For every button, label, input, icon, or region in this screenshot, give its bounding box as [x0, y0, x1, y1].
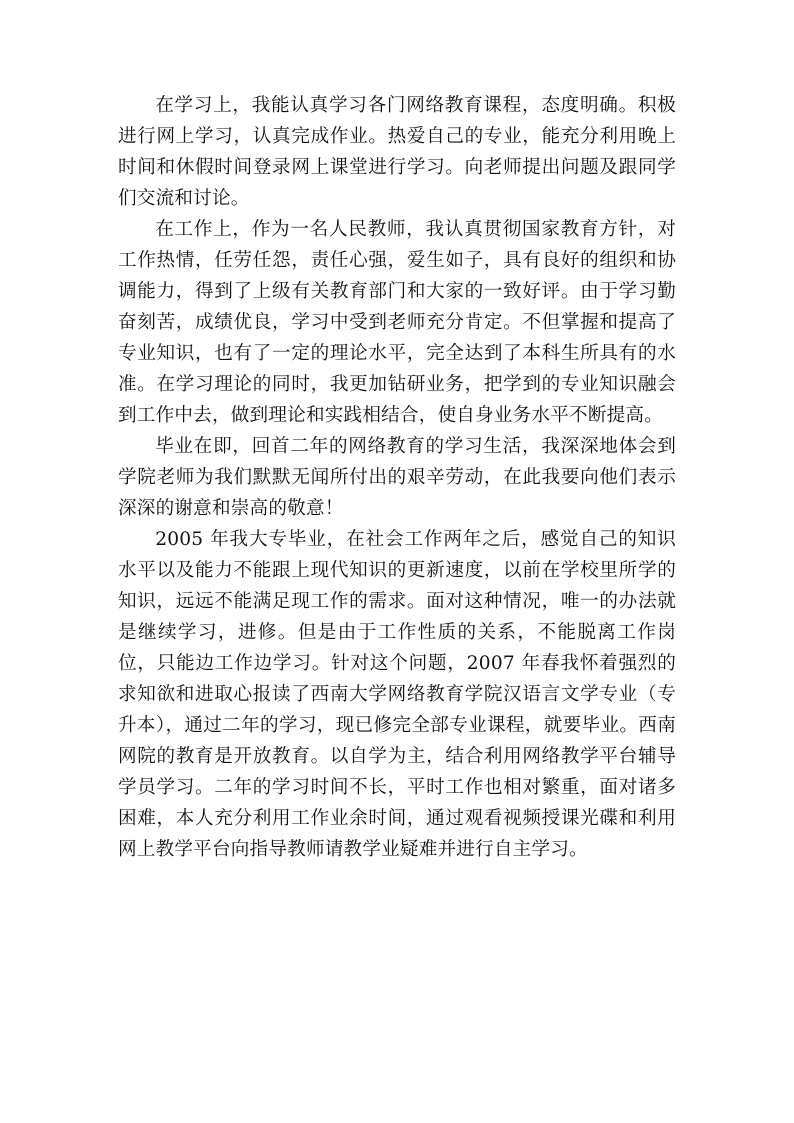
paragraph-gratitude: 毕业在即，回首二年的网络教育的学习生活，我深深地体会到学院老师为我们默默无闻所付出的艰辛劳动，在此我要向他们表示深深的谢意和崇高的敬意！ — [118, 436, 676, 519]
document-body — [118, 90, 676, 865]
paragraph-work: 在工作上，作为一名人民教师，我认真贯彻国家教育方针，对工作热情，任劳任怨，责任心强，爱生如子，具有良好的组织和协调能力，得到了上级有关教育部门和大家的一致好评。由于学习勤奋刻苦，成绩优良，学习中受到老师充分肯定。不但掌握和提高了专业知识，也有了一定的理论水平，完全达到了本科生所具有的水准。在学习理论的同时，我更加钻研业务，把学到的专业知识融会到工作中去，做到理论和实践相结合，使自身业务水平不断提高。 — [118, 219, 676, 426]
paragraph-background: 2005 年我大专毕业，在社会工作两年之后，感觉自己的知识水平以及能力不能跟上现代知识的更新速度，以前在学校里所学的知识，远远不能满足现工作的需求。面对这种情况，唯一的办法就是继续学习，进修。但是由于工作性质的关系，不能脱离工作岗位，只能边工作边学习。针对这个问题，2007 年春我怀着强烈的求知欲和进取心报读了西南大学网络教育学院汉语言文学专业（专升本），通过二年的学习，现已修完全部专业课程，就要毕业。西南网院的教育是开放教育。以自学为主，结合利用网络教学平台辅导学员学习。二年的学习时间不长，平时工作也相对繁重，面对诸多困难，本人充分利用工作业余时间，通过观看视频授课光碟和利用网上教学平台向指导教师请教学业疑难并进行自主学习。 — [118, 529, 676, 860]
paragraph-study: 在学习上，我能认真学习各门网络教育课程，态度明确。积极进行网上学习，认真完成作业。热爱自己的专业，能充分利用晚上时间和休假时间登录网上课堂进行学习。向老师提出问题及跟同学们交流和讨论。 — [118, 95, 676, 209]
